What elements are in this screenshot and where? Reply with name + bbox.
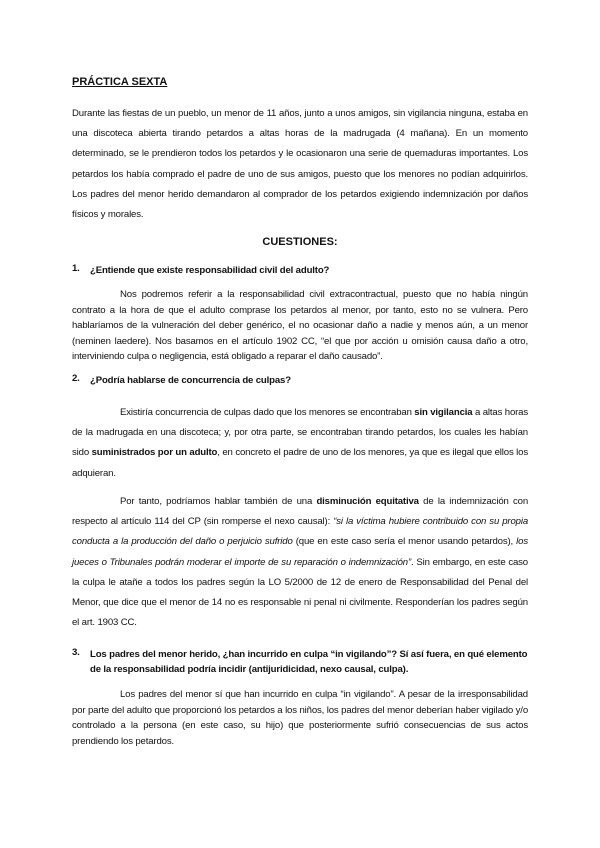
- answer-1-text: Nos podremos referir a la responsabilidad civil extracontractual, puesto que no había ningún contrato a la hora de que el adulto comprase los petardos al menor, por tanto, esto no se vulnera. Pero hablaríamos de la vulneración del deber genérico, el no ocasionar daño a nadie y menos aún, a un menor (neminen laedere). Nos basamos en el artículo 1902 CC, “el que por acción u omisión causa daño a otro, interviniendo culpa o negligencia, está obligado a reparar el daño causado”.: [72, 289, 528, 362]
- bold-run: sin vigilancia: [414, 407, 473, 418]
- answer-3-text: Los padres del menor sí que han incurrido en culpa “in vigilando”. A pesar de la irresponsabilidad por parte del adulto que proporcionó los petardos a los niños, los padres del menor deberían haber vigilado y/o controlado a la persona (en este caso, su hijo) que posteriormente sufrió consecuencias de sus actos prendiendo los petardos.: [72, 689, 528, 747]
- text-run: (que en este caso sería el menor usando petardos),: [292, 536, 517, 548]
- question-2-text: ¿Podría hablarse de concurrencia de culpas?: [90, 375, 291, 386]
- text-run: a altas horas de la madrugada en una discoteca; y, por otra parte, se encontraban tirando petardos, los cuales les habían sido: [72, 407, 529, 459]
- question-2: [72, 373, 528, 388]
- case-statement: [72, 104, 528, 225]
- text-run: . Sin embargo, en este caso la culpa le atañe a todos los padres según la LO 5/2000 de 12 de enero de Responsabilidad del Penal del Menor, que dice que el menor de 14 no es responsable ni penal ni civilmente. Responderían los padres según el art. 1903 CC.: [72, 556, 528, 629]
- question-1: [72, 263, 528, 278]
- question-2-number: 2.: [72, 373, 80, 384]
- answer-2b-text: [72, 492, 528, 633]
- answer-1: [72, 287, 528, 365]
- answer-2a: [72, 403, 528, 484]
- question-1-number: 1.: [72, 263, 80, 274]
- text-run: Existiría concurrencia de culpas dado que los menores se encontraban: [120, 407, 415, 418]
- italic-quote: los jueces o Tribunales podrán moderar el importe de su reparación o indemnización”: [72, 536, 528, 568]
- italic-quote: “si la víctima hubiere contribuido con su propia conducta a la producción del daño o perjuicio sufrido: [72, 516, 529, 548]
- text-run: , en concreto el padre de uno de los menores, ya que es ilegal que ellos los adquieran.: [72, 447, 528, 479]
- question-3: [72, 647, 528, 677]
- case-statement-text: Durante las fiestas de un pueblo, un menor de 11 años, junto a unos amigos, sin vigilancia ninguna, estaba en una discoteca abierta tirando petardos a altas horas de la madrugada (4 mañana). En un momento determinado, se le prendieron todos los petardos y le ocasionaron una serie de quemaduras importantes. Los petardos los había comprado el padre de uno de sus amigos, puesto que los menores no podían adquirirlos. Los padres del menor herido demandaron al comprador de los petardos exigiendo indemnización por daños físicos y morales.: [72, 108, 528, 221]
- questions-heading: CUESTIONES:: [262, 236, 338, 248]
- text-run: Por tanto, podríamos hablar también de una: [120, 496, 317, 507]
- bold-run: suministrados por un adulto: [91, 447, 218, 459]
- answer-3: [72, 687, 528, 749]
- answer-2a-text: [72, 403, 528, 484]
- question-1-text: ¿Entiende que existe responsabilidad civil del adulto?: [90, 265, 330, 276]
- document-title: PRÁCTICA SEXTA: [72, 76, 168, 88]
- bold-run: disminución equitativa: [316, 496, 419, 507]
- question-3-text: Los padres del menor herido, ¿han incurrido en culpa “in vigilando”? Sí así fuera, en qué elemento de la responsabilidad podría incidir (antijuridicidad, nexo causal, culpa).: [90, 649, 528, 675]
- text-run: de la indemnización con respecto al artículo 114 del CP (sin romperse el nexo causal):: [72, 496, 529, 528]
- question-3-number: 3.: [72, 647, 80, 658]
- answer-2b: [72, 492, 528, 633]
